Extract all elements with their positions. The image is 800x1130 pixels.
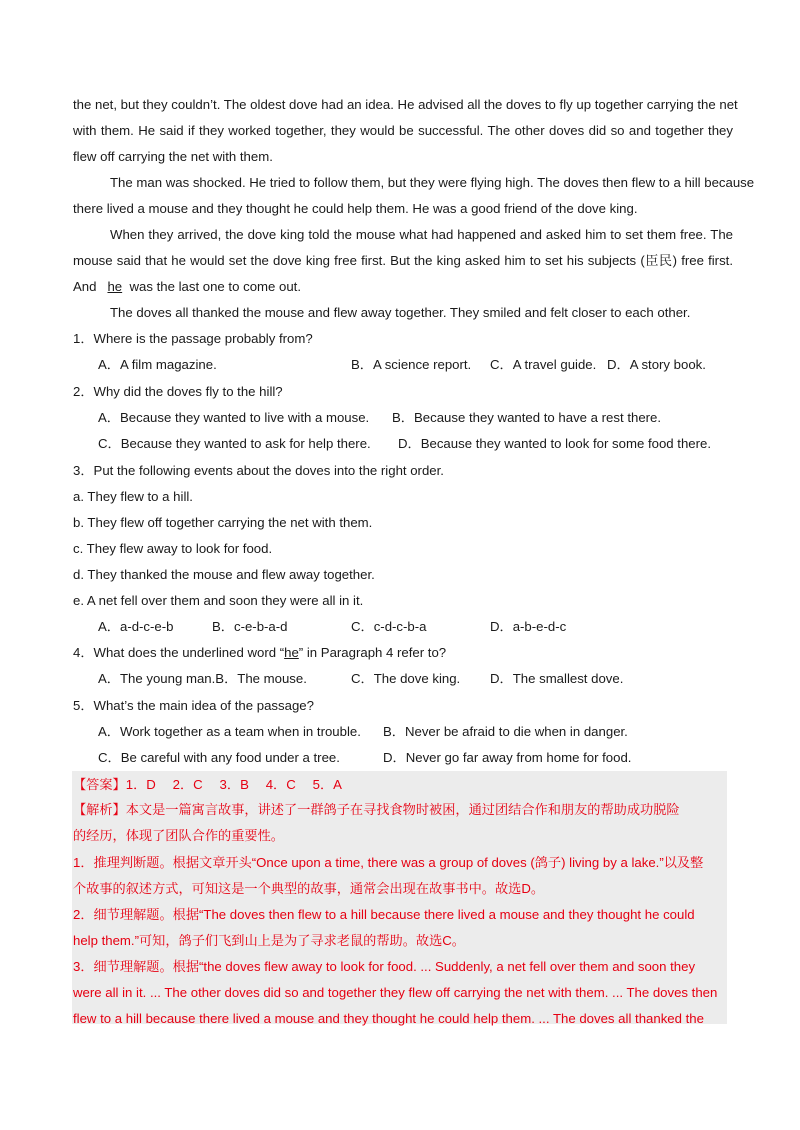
answer-label: 【答案】 — [73, 778, 126, 793]
passage-line: The doves all thanked the mouse and flew away together. They smiled and felt closer to each other. — [110, 305, 691, 320]
event-item: b. They flew off together carrying the net with them. — [73, 515, 373, 530]
passage-text: was the last one to come out. — [129, 279, 302, 294]
event-item: e. A net fell over them and soon they were all in it. — [73, 593, 364, 608]
answer-line — [73, 772, 733, 798]
options-row — [73, 745, 733, 771]
option-a: A．Because they wanted to live with a mouse. — [98, 410, 370, 425]
option-c: C．Be careful with any food under a tree. — [98, 750, 340, 765]
event-item: c. They flew away to look for food. — [73, 541, 273, 556]
option-b: B．Because they wanted to have a rest there. — [392, 410, 662, 425]
option-c: C．Because they wanted to ask for help there. — [98, 436, 371, 451]
underlined-word: he — [284, 645, 299, 660]
option-a: A．A film magazine. — [98, 357, 217, 372]
passage-line: flew off carrying the net with them. — [73, 149, 273, 164]
question-stem: 1．Where is the passage probably from? — [73, 331, 313, 346]
passage-line: there lived a mouse and they thought he could help them. He was a good friend of the dove king. — [73, 201, 638, 216]
option-d: D．Because they wanted to look for some food there. — [398, 436, 712, 451]
option-b: B．c-e-b-a-d — [212, 619, 288, 634]
option-d: D．a-b-e-d-c — [490, 619, 567, 634]
option-a: A．a-d-c-e-b — [98, 619, 174, 634]
option-a: A．Work together as a team when in trouble. — [98, 724, 361, 739]
option-d: D．A story book. — [607, 357, 706, 372]
question-stem: 3．Put the following events about the doves into the right order. — [73, 463, 444, 478]
options-row — [73, 666, 733, 692]
option-c: C．c-d-c-b-a — [351, 619, 427, 634]
option-a-b: A．The young man.B．The mouse. — [98, 671, 307, 686]
option-c: C．The dove king. — [351, 671, 461, 686]
analysis-line: 个故事的叙述方式，可知这是一个典型的故事，通常会出现在故事书中。故选D。 — [73, 881, 545, 896]
option-c: C．A travel guide. — [490, 357, 597, 372]
analysis-line: 2．细节理解题。根据“The doves then flew to a hill because there lived a mouse and they thought he could — [73, 907, 695, 922]
analysis-line: were all in it. ... The other doves did so and together they flew off carrying the net with them. ... The doves then — [73, 985, 718, 1000]
analysis-line: 3．细节理解题。根据“the doves flew away to look for food. ... Suddenly, a net fell over them and soon they — [73, 959, 696, 974]
question-text: ” in Paragraph 4 refer to? — [298, 645, 447, 660]
analysis-line: 1．推理判断题。根据文章开头“Once upon a time, there was a group of doves (鸽子) living by a lake.”以及整 — [73, 855, 704, 870]
analysis-label: 【解析】 — [73, 803, 126, 818]
passage-line: When they arrived, the dove king told the mouse what had happened and asked him to set them free. The — [110, 227, 733, 242]
event-item: a. They flew to a hill. — [73, 489, 193, 504]
option-b: B．A science report. — [351, 357, 472, 372]
passage-line: with them. He said if they worked together, they would be successful. The other doves did so and together they — [73, 123, 733, 138]
option-b: B．Never be afraid to die when in danger. — [383, 724, 628, 739]
question-stem — [73, 640, 733, 666]
options-row — [73, 431, 733, 457]
passage-line: mouse said that he would set the dove king free first. But the king asked him to set his subjects (臣民) free first. — [73, 253, 733, 268]
option-d: D．Never go far away from home for food. — [383, 750, 632, 765]
analysis-line: 的经历，体现了团队合作的重要性。 — [73, 829, 284, 844]
passage-line: the net, but they couldn’t. The oldest dove had an idea. He advised all the doves to fly up together carrying the net — [73, 97, 738, 112]
options-row — [73, 614, 733, 640]
event-item: d. They thanked the mouse and flew away together. — [73, 567, 375, 582]
question-stem: 2．Why did the doves fly to the hill? — [73, 384, 283, 399]
answer-text: 1．D 2．C 3．B 4．C 5．A — [125, 777, 342, 792]
question-text: 4．What does the underlined word “ — [73, 645, 285, 660]
underlined-word: he — [107, 279, 123, 294]
question-stem: 5．What’s the main idea of the passage? — [73, 698, 314, 713]
options-row — [73, 352, 733, 378]
options-row — [73, 719, 733, 745]
passage-text: And — [73, 279, 97, 294]
analysis-line: flew to a hill because there lived a mouse and they thought he could help them. ... The doves all thanked the — [73, 1011, 704, 1026]
analysis-text: 本文是一篇寓言故事，讲述了一群鸽子在寻找食物时被困，通过团结合作和朋友的帮助成功脱险 — [125, 803, 680, 818]
analysis-line: help them.”可知，鸽子们飞到山上是为了寻求老鼠的帮助。故选C。 — [73, 933, 465, 948]
passage-line: The man was shocked. He tried to follow them, but they were flying high. The doves then flew to a hill because — [110, 175, 755, 190]
analysis-line — [73, 798, 733, 824]
option-d: D．The smallest dove. — [490, 671, 624, 686]
passage-line — [73, 274, 733, 300]
options-row — [73, 405, 733, 431]
